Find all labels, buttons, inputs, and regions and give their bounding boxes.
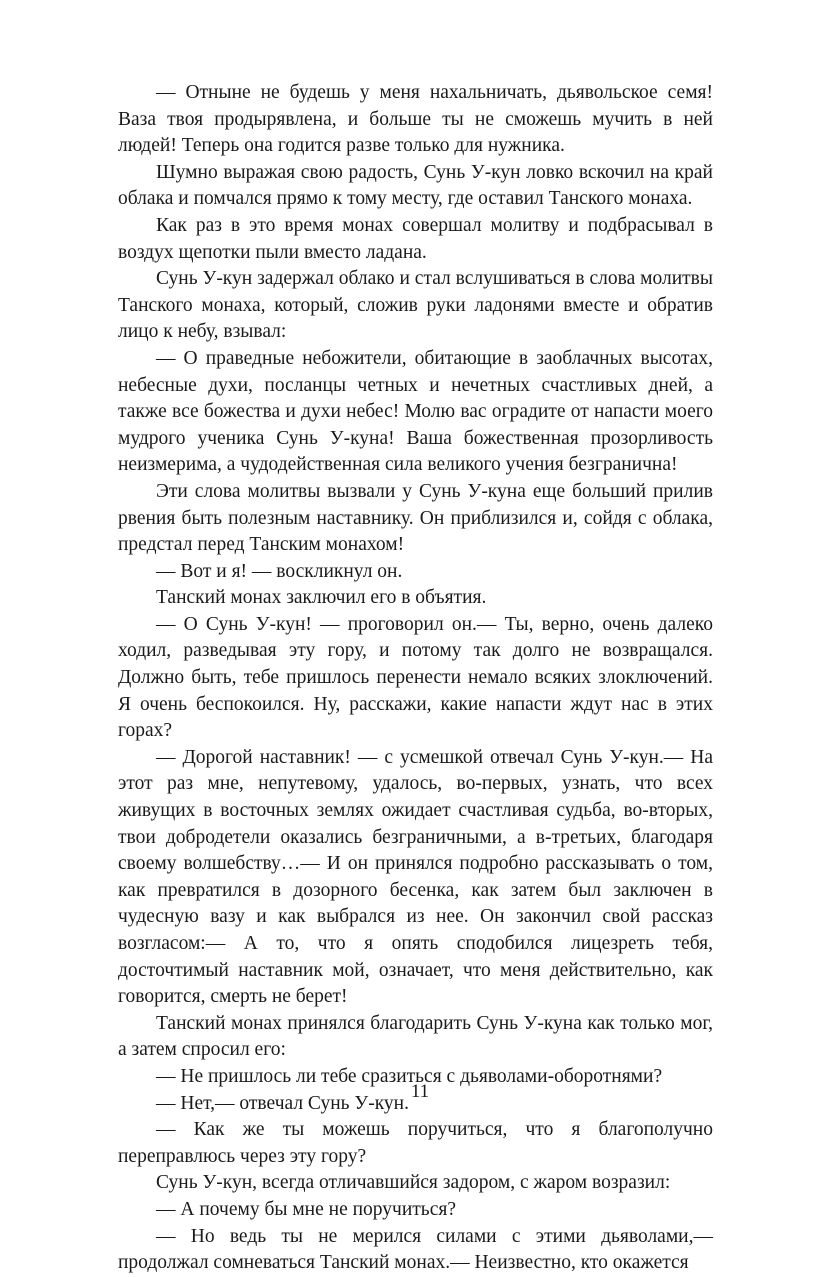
paragraph: Сунь У-кун задержал облако и стал вслушиваться в слова молитвы Танского монаха, который, сложив руки ладонями вместе и обратив лицо к небу, взывал:: [118, 268, 713, 343]
paragraph: — Вот и я! — воскликнул он.: [156, 560, 403, 582]
paragraph: — Но ведь ты не мерился силами с этими дьяволами,— продолжал сомневаться Танский монах.— Неизвестно, кто окажется: [118, 1225, 713, 1274]
paragraph: — О Сунь У-кун! — проговорил он.— Ты, верно, очень далеко ходил, разведывая эту гору, и потому так долго не возвращался. Должно быть, тебе пришлось перенести немало всяких злоключений. Я очень беспокоился. Ну, расскажи, какие напасти ждут нас в этих горах?: [118, 613, 713, 742]
paragraph: — Дорогой наставник! — с усмешкой отвечал Сунь У-кун.— На этот раз мне, непутевому, удалось, во-первых, узнать, что всех живущих в восточных землях ожидает счастливая судьба, во-вторых, твои добродетели оказались безграничными, а в-третьих, благодаря своему волшебству…— И он принялся подробно рассказывать о том, как превратился в дозорного бесенка, как затем был заключен в чудесную вазу и как выбрался из нее. Он закончил свой рассказ возгласом:— А то, что я опять сподобился лицезреть тебя, досточтимый наставник мой, означает, что меня действительно, как говорится, смерть не берет!: [118, 746, 713, 1008]
page-number: 11: [410, 1081, 430, 1102]
paragraph: — Отныне не будешь у меня нахальничать, дьявольское семя! Ваза твоя продырявлена, и больше ты не сможешь мучить в ней людей! Теперь она годится разве только для нужника.: [118, 82, 713, 157]
paragraph: — О праведные небожители, обитающие в заоблачных высотах, небесные духи, посланцы четных и нечетных счастливых дней, а также все божества и духи небес! Молю вас оградите от напасти моего мудрого ученика Сунь У-куна! Ваша божественная прозорливость неизмерима, а чудодейственная сила великого учения безгранична!: [118, 347, 713, 476]
paragraph: Танский монах заключил его в объятия.: [156, 587, 487, 609]
paragraph: Эти слова молитвы вызвали у Сунь У-куна еще больший прилив рвения быть полезным наставнику. Он приблизился и, сойдя с облака, предстал перед Танским монахом!: [118, 480, 713, 556]
paragraph: — Нет,— отвечал Сунь У-кун.: [156, 1092, 409, 1114]
paragraph: Танский монах принялся благодарить Сунь У-куна как только мог, а затем спросил его:: [118, 1012, 713, 1061]
paragraph: Сунь У-кун, всегда отличавшийся задором, с жаром возразил:: [156, 1172, 671, 1194]
paragraph: — Не пришлось ли тебе сразиться с дьяволами-оборотнями?: [156, 1065, 663, 1087]
paragraph: Как раз в это время монах совершал молитву и подбрасывал в воздух щепотки пыли вместо ладана.: [118, 214, 713, 263]
paragraph: — Как же ты можешь поручиться, что я благополучно переправлюсь через эту гору?: [118, 1119, 713, 1167]
paragraph: Шумно выражая свою радость, Сунь У-кун ловко вскочил на край облака и помчался прямо к тому месту, где оставил Танского монаха.: [118, 161, 713, 210]
paragraph: — А почему бы мне не поручиться?: [156, 1198, 456, 1220]
